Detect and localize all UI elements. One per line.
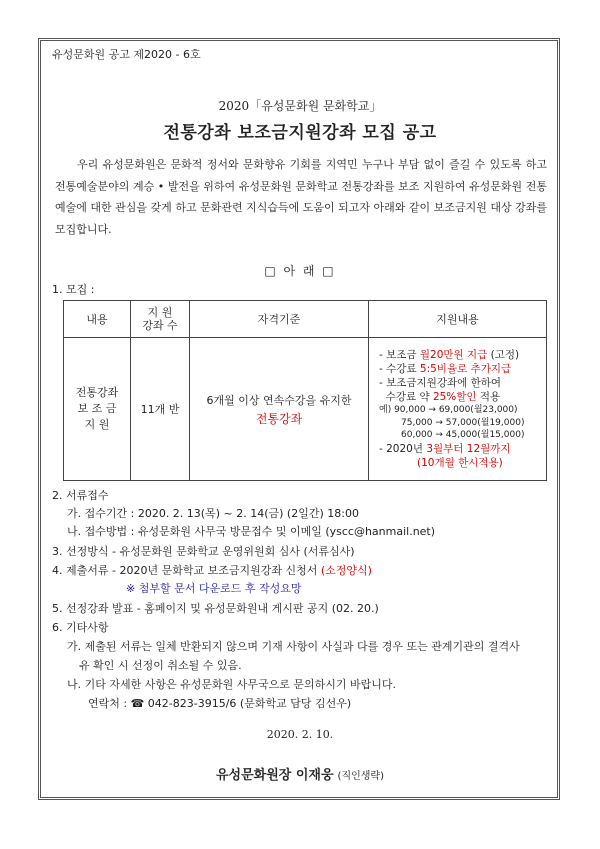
support-example-3: 60,000 → 45,000(월15,000): [401, 430, 525, 441]
table-header-row: [64, 301, 547, 338]
section-3: 3. 선정방식 - 유성문화원 문화학교 운영위원회 심사 (서류심사): [52, 545, 355, 558]
col-header-content: 내용: [64, 301, 131, 338]
support-line-6: (10개월 한시적용): [417, 456, 503, 469]
contact-line: 연락처 : ☎ 042-823-3915/6 (문화학교 담당 김선우): [88, 697, 352, 710]
support-line-5: - 2020년 3월부터 12월까지: [379, 442, 511, 455]
notice-number: 유성문화원 공고 제2020 - 6호: [52, 48, 201, 61]
support-line-4: 수강료 약 25%할인 적용: [379, 391, 501, 404]
col-header-count: 지 원 강좌 수: [131, 301, 190, 338]
section-2-period: 가. 접수기간 : 2020. 2. 13(목) ~ 2. 14(금) (2일간) 18:00: [67, 507, 359, 520]
support-example-1: 예) 90,000 → 69,000(월23,000): [379, 405, 518, 416]
subtitle: 2020「유성문화원 문화학교」: [218, 99, 382, 113]
cell-content: 전통강좌 보 조 금 지 원: [64, 338, 131, 481]
seal-note: (직인생략): [337, 771, 384, 782]
table-row: [64, 338, 547, 481]
notice-mark: □ 아 래 □: [264, 264, 336, 278]
phone-icon: ☎: [130, 697, 145, 710]
criteria-highlight: 전통강좌: [255, 411, 303, 426]
signature-line: [0, 764, 600, 783]
section-4: 4. 제출서류 - 2020년 문화학교 보조금지원강좌 신청서 (소정양식): [52, 564, 372, 577]
section-6-item-b: 나. 기타 자세한 사항은 유성문화원 사무국으로 문의하시기 바랍니다.: [67, 678, 396, 691]
cell-criteria: [190, 338, 369, 481]
support-line-3: - 보조금지원강좌에 한하여: [379, 377, 502, 390]
page-title: 전통강좌 보조금지원강좌 모집 공고: [163, 123, 437, 143]
signer-name: 유성문화원장 이재웅: [215, 768, 334, 783]
criteria-text: 6개월 이상 연속수강을 유지한: [206, 393, 352, 407]
section-1-heading: 1. 모집 :: [52, 283, 95, 296]
intro-paragraph: 우리 유성문화원은 문화적 정서와 문화향유 기회를 지역민 누구나 부담 없이 즐길 수 있도록 하고 전통예술분야의 계승 • 발전을 위하여 유성문화원 문화학교 전통강좌를 보조 지원하여 유성문화원 전통예술에 대한 관심을 갖게 하고 문화관련 지식습득에 도움이 되고자 아래와 같이 보조금지원 대상 강좌를 모집합니다.: [55, 158, 547, 236]
cell-support: [369, 338, 547, 481]
support-example-2: 75,000 → 57,000(월19,000): [401, 417, 525, 428]
section-4-note: ※ 첨부할 문서 다운로드 후 작성요망: [126, 582, 302, 595]
section-2-method: 나. 접수방법 : 유성문화원 사무국 방문접수 및 이메일 (yscc@hanmail.net): [67, 525, 436, 538]
section-5: 5. 선정강좌 발표 - 홈페이지 및 유성문화원내 게시판 공지 (02. 20.): [52, 602, 379, 615]
section-6-item-a-1: 가. 제출된 서류는 일체 반환되지 않으며 기재 사항이 사실과 다를 경우 또는 관계기관의 결격사: [67, 640, 520, 653]
support-line-2: - 수강료 5:5비율로 추가지급: [379, 363, 512, 376]
section-6-item-a-2: 유 확인 시 선정이 취소될 수 있음.: [79, 659, 242, 672]
col-header-criteria: 자격기준: [190, 301, 369, 338]
cell-count: 11개 반: [131, 338, 190, 481]
section-6-heading: 6. 기타사항: [52, 621, 109, 634]
col-header-support: 지원내용: [369, 301, 547, 338]
support-line-1: - 보조금 월20만원 지급 (고정): [379, 349, 520, 362]
document-date: 2020. 2. 10.: [266, 728, 334, 741]
recruit-table: [63, 300, 547, 481]
section-2-heading: 2. 서류접수: [52, 489, 109, 502]
